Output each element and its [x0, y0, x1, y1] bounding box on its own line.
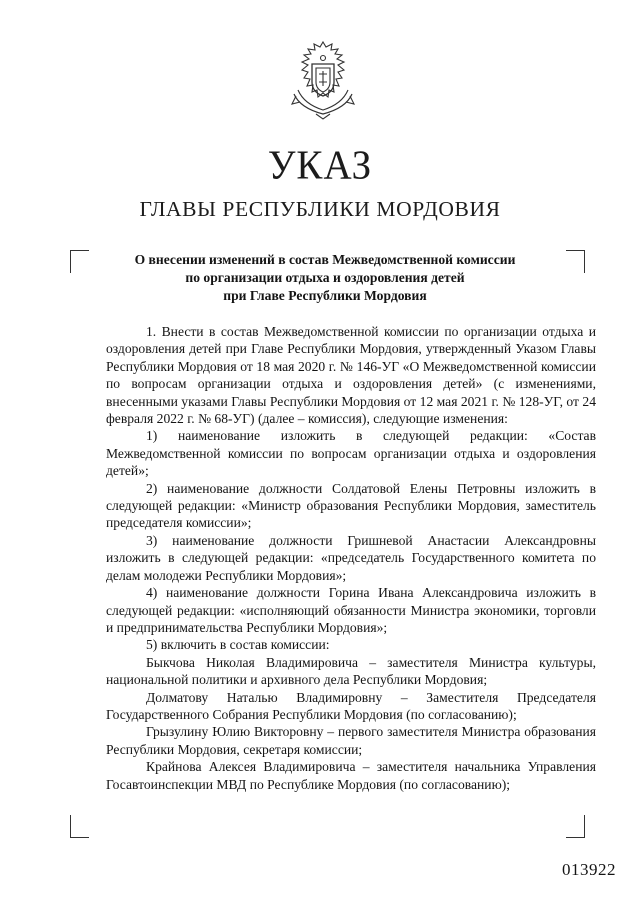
coat-of-arms-emblem — [286, 38, 360, 120]
text-bracket-bottom-right — [566, 815, 585, 838]
heading-bracket-top-left — [70, 250, 89, 273]
document-serial-number: 013922 — [562, 860, 616, 879]
paragraph: Крайнова Алексея Владимировича – заместителя начальника Управления Госавтоинспекции МВД по Республике Мордовия (по согласованию); — [106, 759, 596, 792]
paragraph: 4) наименование должности Горина Ивана Александровича изложить в следующей редакции: «исполняющий обязанности Министра экономики, торговли и предпринимательства Республики Мордовия»; — [106, 585, 596, 635]
heading-line: при Главе Республики Мордовия — [223, 288, 427, 303]
document-subtitle: ГЛАВЫ РЕСПУБЛИКИ МОРДОВИЯ — [139, 197, 501, 221]
document-title: УКАЗ — [267, 142, 373, 189]
paragraph: 1. Внести в состав Межведомственной комиссии по организации отдыха и оздоровления детей при Главе Республики Мордовия, утвержденный Указом Главы Республики Мордовия от 18 мая 2020 г. № 146-УГ «О Межведомственной комиссии по вопросам организации отдыха и оздоровления детей» (с изменениями, внесенными указами Главы Республики Мордовия от 12 мая 2021 г. № 128-УГ, от 24 февраля 2022 г. № 68-УГ) (далее – комиссия), следующие изменения: — [106, 324, 596, 427]
heading-bracket-top-right — [566, 250, 585, 273]
paragraph: Грызулину Юлию Викторовну – первого заместителя Министра образования Республики Мордовия, секретаря комиссии; — [106, 724, 596, 757]
paragraph: 1) наименование изложить в следующей редакции: «Состав Межведомственной комиссии по вопросам организации отдыха и оздоровления детей»; — [106, 428, 596, 479]
document-heading — [100, 251, 550, 305]
paragraph: Долматову Наталью Владимировну – Заместителя Председателя Государственного Собрания Республики Мордовия (по согласованию); — [106, 689, 596, 722]
paragraph: 2) наименование должности Солдатовой Елены Петровны изложить в следующей редакции: «Министр образования Республики Мордовия, заместитель председателя комиссии»; — [106, 480, 596, 531]
text-bracket-bottom-left — [70, 815, 89, 838]
paragraph: 5) включить в состав комиссии: — [146, 637, 330, 653]
heading-line: по организации отдыха и оздоровления детей — [185, 270, 465, 285]
paragraph: 3) наименование должности Гришневой Анастасии Александровны изложить в следующей редакции: «председатель Государственного комитета по делам молодежи Республики Мордовия»; — [106, 532, 596, 583]
paragraph: Быкчова Николая Владимировича – заместителя Министра культуры, национальной политики и архивного дела Республики Мордовия; — [106, 654, 596, 688]
document-body — [106, 323, 596, 793]
heading-line: О внесении изменений в состав Межведомственной комиссии — [134, 252, 516, 267]
